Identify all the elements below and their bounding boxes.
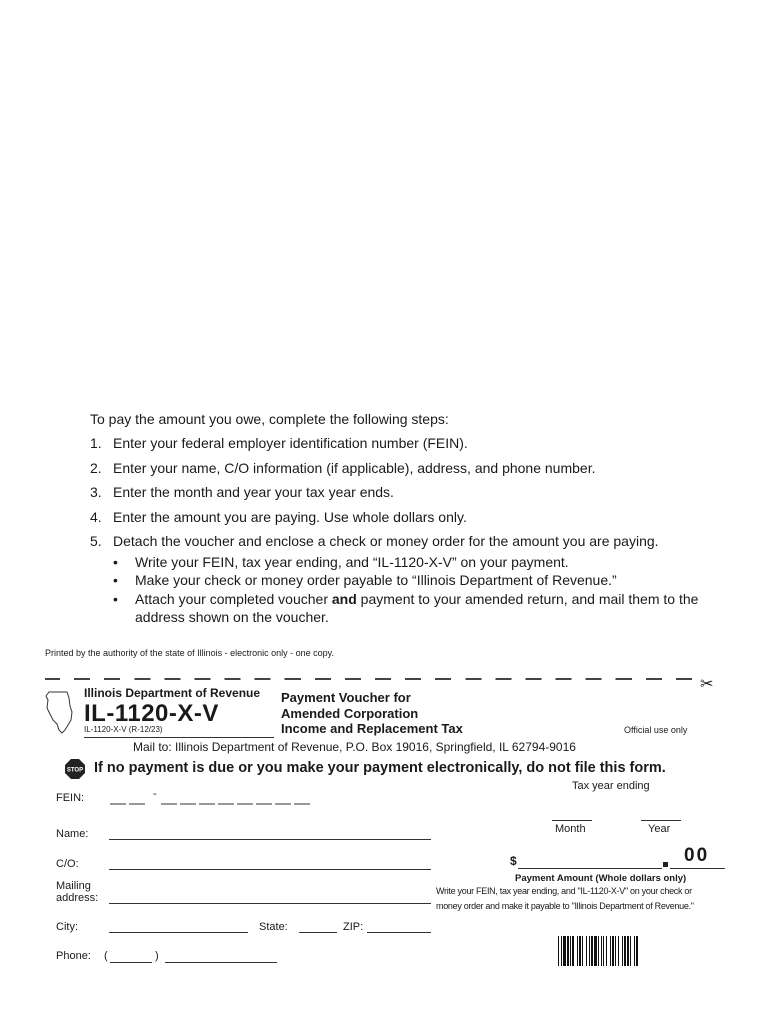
no-payment-warning: If no payment is due or you make your payment electronically, do not file this form. (94, 760, 666, 776)
form-id: IL-1120-X-V (84, 700, 219, 727)
year-field[interactable] (641, 820, 681, 821)
header-divider (84, 737, 274, 738)
illinois-map-icon (45, 690, 75, 735)
step-1: 1. Enter your federal employer identification number (FEIN). (90, 435, 468, 451)
step-2: 2. Enter your name, C/O information (if applicable), address, and phone number. (90, 459, 596, 476)
cut-line (45, 678, 705, 680)
mail-to-address: Mail to: Illinois Department of Revenue, P.O. Box 19016, Springfield, IL 62794-9016 (133, 740, 576, 754)
month-field[interactable] (552, 820, 592, 821)
name-label: Name: (56, 828, 89, 840)
cents-value: 00 (684, 845, 710, 866)
stop-sign-icon (64, 758, 86, 780)
printed-note: Printed by the authority of the state of Illinois - electronic only - one copy. (45, 648, 334, 658)
mailing-address-label: Mailing address: (56, 880, 99, 904)
instructions-intro: To pay the amount you owe, complete the following steps: (90, 411, 449, 427)
svg-text:STOP: STOP (66, 767, 84, 774)
instructions (90, 410, 740, 627)
zip-field[interactable] (367, 932, 431, 933)
bullet-item: • Write your FEIN, tax year ending, and “IL-1120-X-V” on your payment. (113, 553, 569, 570)
bullet-item: • Attach your completed voucher and payment to your amended return, and mail them to the address shown on the voucher. (113, 590, 699, 625)
step-4: 4. Enter the amount you are paying. Use whole dollars only. (90, 508, 467, 525)
zip-label: ZIP: (343, 921, 364, 933)
barcode-icon (558, 936, 718, 966)
payment-amount-label: Payment Amount (Whole dollars only) (515, 873, 687, 884)
dollar-sign: $ (510, 854, 517, 868)
phone-area-code-field[interactable] (110, 962, 152, 963)
co-field[interactable] (109, 869, 431, 870)
state-field[interactable] (299, 932, 337, 933)
city-label: City: (56, 921, 78, 933)
year-label: Year (648, 823, 671, 835)
scissors-icon: ✂ (700, 676, 714, 693)
city-field[interactable] (109, 932, 248, 933)
fein-dash: - (153, 788, 157, 800)
state-label: State: (259, 921, 288, 933)
co-label: C/O: (56, 858, 79, 870)
fein-input[interactable] (110, 792, 315, 806)
mailing-address-field[interactable] (109, 903, 431, 904)
decimal-point (663, 862, 668, 867)
tax-year-ending-label: Tax year ending (572, 780, 650, 792)
phone-paren-open: ( (104, 950, 108, 962)
payment-amount-field[interactable] (518, 868, 662, 869)
phone-paren-close: ) (155, 950, 159, 962)
phone-number-field[interactable] (165, 962, 277, 963)
step-5-bullets (113, 553, 740, 627)
voucher-title: Payment Voucher for Amended Corporation Income and Replacement Tax (281, 690, 463, 736)
name-field[interactable] (109, 839, 431, 840)
payment-note-line1: Write your FEIN, tax year ending, and "IL-1120-X-V" on your check or (436, 886, 692, 896)
department-name: Illinois Department of Revenue (84, 686, 261, 700)
official-use-label: Official use only (624, 725, 688, 735)
month-label: Month (555, 823, 586, 835)
payment-note-line2: money order and make it payable to "Illinois Department of Revenue." (436, 901, 694, 911)
revision-date: IL-1120-X-V (R-12/23) (84, 725, 163, 734)
bullet-item: • Make your check or money order payable to “Illinois Department of Revenue.” (113, 572, 617, 588)
phone-label: Phone: (56, 950, 91, 962)
step-3: 3. Enter the month and year your tax year ends. (90, 484, 394, 500)
fein-label: FEIN: (56, 792, 85, 804)
step-5: 5. Detach the voucher and enclose a check or money order for the amount you are paying. (90, 533, 659, 549)
cents-line (670, 868, 725, 869)
